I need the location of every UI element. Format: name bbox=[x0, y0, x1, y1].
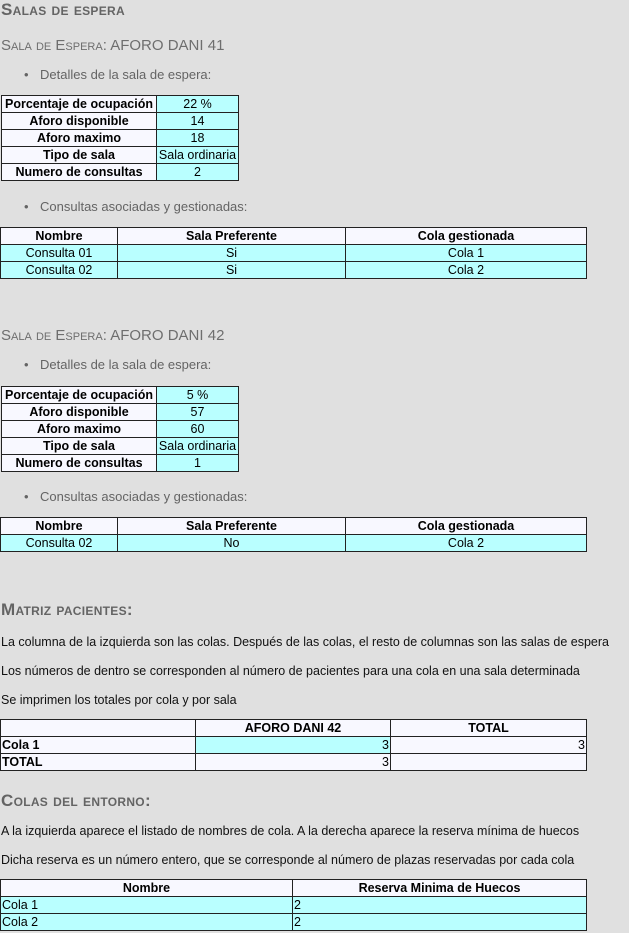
detail-label: Numero de consultas bbox=[2, 164, 157, 181]
cell bbox=[391, 754, 587, 771]
sala-heading: Sala de Espera: AFORO DANI 42 bbox=[1, 327, 225, 344]
detail-value: Sala ordinaria bbox=[157, 438, 239, 455]
colas-heading: Colas del entorno: bbox=[1, 791, 151, 810]
column-header: Nombre bbox=[1, 228, 118, 245]
bullet-icon: • bbox=[24, 67, 29, 82]
table-header-row bbox=[1, 228, 587, 245]
detail-label: Tipo de sala bbox=[2, 438, 157, 455]
table-header-row bbox=[1, 518, 587, 535]
cell: Cola 2 bbox=[1, 914, 293, 931]
table-header-row bbox=[1, 720, 587, 737]
column-header: TOTAL bbox=[391, 720, 587, 737]
matriz-heading: Matriz pacientes: bbox=[1, 600, 133, 619]
table-row bbox=[2, 164, 239, 181]
detail-label: Aforo maximo bbox=[2, 130, 157, 147]
table-row bbox=[2, 455, 239, 472]
detail-value: 14 bbox=[157, 113, 239, 130]
cell: Si bbox=[118, 262, 346, 279]
detail-label: Numero de consultas bbox=[2, 455, 157, 472]
detail-label: Aforo disponible bbox=[2, 404, 157, 421]
cell: Consulta 02 bbox=[1, 535, 118, 552]
detail-value: 5 % bbox=[157, 387, 239, 404]
bullet-icon: • bbox=[24, 357, 29, 372]
consultas-bullet bbox=[24, 489, 247, 504]
cell: 3 bbox=[196, 737, 391, 754]
column-header: Sala Preferente bbox=[118, 228, 346, 245]
column-header: AFORO DANI 42 bbox=[196, 720, 391, 737]
table-row bbox=[2, 96, 239, 113]
bullet-text: Consultas asociadas y gestionadas: bbox=[40, 199, 248, 214]
matriz-paragraph: La columna de la izquierda son las colas. Después de las colas, el resto de columnas son las salas de espera bbox=[1, 635, 609, 649]
matriz-paragraph: Los números de dentro se corresponden al número de pacientes para una cola en una sala determinada bbox=[1, 664, 580, 678]
table-row bbox=[1, 245, 587, 262]
cell: Consulta 01 bbox=[1, 245, 118, 262]
colas-paragraph: A la izquierda aparece el listado de nombres de cola. A la derecha aparece la reserva mínima de huecos bbox=[1, 824, 580, 838]
details-bullet bbox=[24, 67, 211, 82]
detail-label: Porcentaje de ocupación bbox=[2, 96, 157, 113]
cell: Cola 2 bbox=[346, 535, 587, 552]
cell: Cola 1 bbox=[346, 245, 587, 262]
bullet-text: Consultas asociadas y gestionadas: bbox=[40, 489, 248, 504]
detail-label: Tipo de sala bbox=[2, 147, 157, 164]
table-row bbox=[2, 387, 239, 404]
detail-label: Aforo disponible bbox=[2, 113, 157, 130]
table-row bbox=[2, 130, 239, 147]
detail-value: 1 bbox=[157, 455, 239, 472]
table-row bbox=[2, 147, 239, 164]
cell: 3 bbox=[196, 754, 391, 771]
table-row bbox=[2, 404, 239, 421]
detail-value: 22 % bbox=[157, 96, 239, 113]
column-header: Nombre bbox=[1, 880, 293, 897]
table-row bbox=[2, 113, 239, 130]
table-row bbox=[1, 535, 587, 552]
cell: Si bbox=[118, 245, 346, 262]
detail-value: 60 bbox=[157, 421, 239, 438]
details-bullet bbox=[24, 357, 211, 372]
detail-label: Aforo maximo bbox=[2, 421, 157, 438]
cell: No bbox=[118, 535, 346, 552]
table-row bbox=[2, 421, 239, 438]
bullet-icon: • bbox=[24, 199, 29, 214]
details-table bbox=[1, 95, 239, 181]
colas-table bbox=[0, 879, 587, 931]
cell: Consulta 02 bbox=[1, 262, 118, 279]
detail-value: 57 bbox=[157, 404, 239, 421]
detail-value: 2 bbox=[157, 164, 239, 181]
table-row bbox=[1, 754, 587, 771]
consultas-table bbox=[0, 227, 587, 279]
matriz-table bbox=[0, 719, 587, 771]
table-row bbox=[1, 914, 587, 931]
colas-paragraph: Dicha reserva es un número entero, que se corresponde al número de plazas reservadas por cada cola bbox=[1, 853, 575, 867]
table-row bbox=[1, 262, 587, 279]
cell: 3 bbox=[391, 737, 587, 754]
cell: Cola 2 bbox=[346, 262, 587, 279]
column-header: Cola gestionada bbox=[346, 228, 587, 245]
column-header: Nombre bbox=[1, 518, 118, 535]
table-row bbox=[1, 737, 587, 754]
sala-heading: Sala de Espera: AFORO DANI 41 bbox=[1, 37, 225, 54]
column-header bbox=[1, 720, 196, 737]
table-row bbox=[2, 438, 239, 455]
cell: Cola 1 bbox=[1, 897, 293, 914]
column-header: Sala Preferente bbox=[118, 518, 346, 535]
consultas-table bbox=[0, 517, 587, 552]
detail-label: Porcentaje de ocupación bbox=[2, 387, 157, 404]
column-header: Cola gestionada bbox=[346, 518, 587, 535]
bullet-text: Detalles de la sala de espera: bbox=[40, 357, 212, 372]
details-table bbox=[1, 386, 239, 472]
cell: 2 bbox=[293, 914, 587, 931]
column-header: Reserva Minima de Huecos bbox=[293, 880, 587, 897]
bullet-icon: • bbox=[24, 489, 29, 504]
matriz-paragraph: Se imprimen los totales por cola y por sala bbox=[1, 693, 237, 707]
detail-value: Sala ordinaria bbox=[157, 147, 239, 164]
table-header-row bbox=[1, 880, 587, 897]
detail-value: 18 bbox=[157, 130, 239, 147]
page-title: Salas de espera bbox=[1, 0, 125, 19]
cell: 2 bbox=[293, 897, 587, 914]
table-row bbox=[1, 897, 587, 914]
consultas-bullet bbox=[24, 199, 247, 214]
row-label: Cola 1 bbox=[1, 737, 196, 754]
row-label: TOTAL bbox=[1, 754, 196, 771]
bullet-text: Detalles de la sala de espera: bbox=[40, 67, 212, 82]
